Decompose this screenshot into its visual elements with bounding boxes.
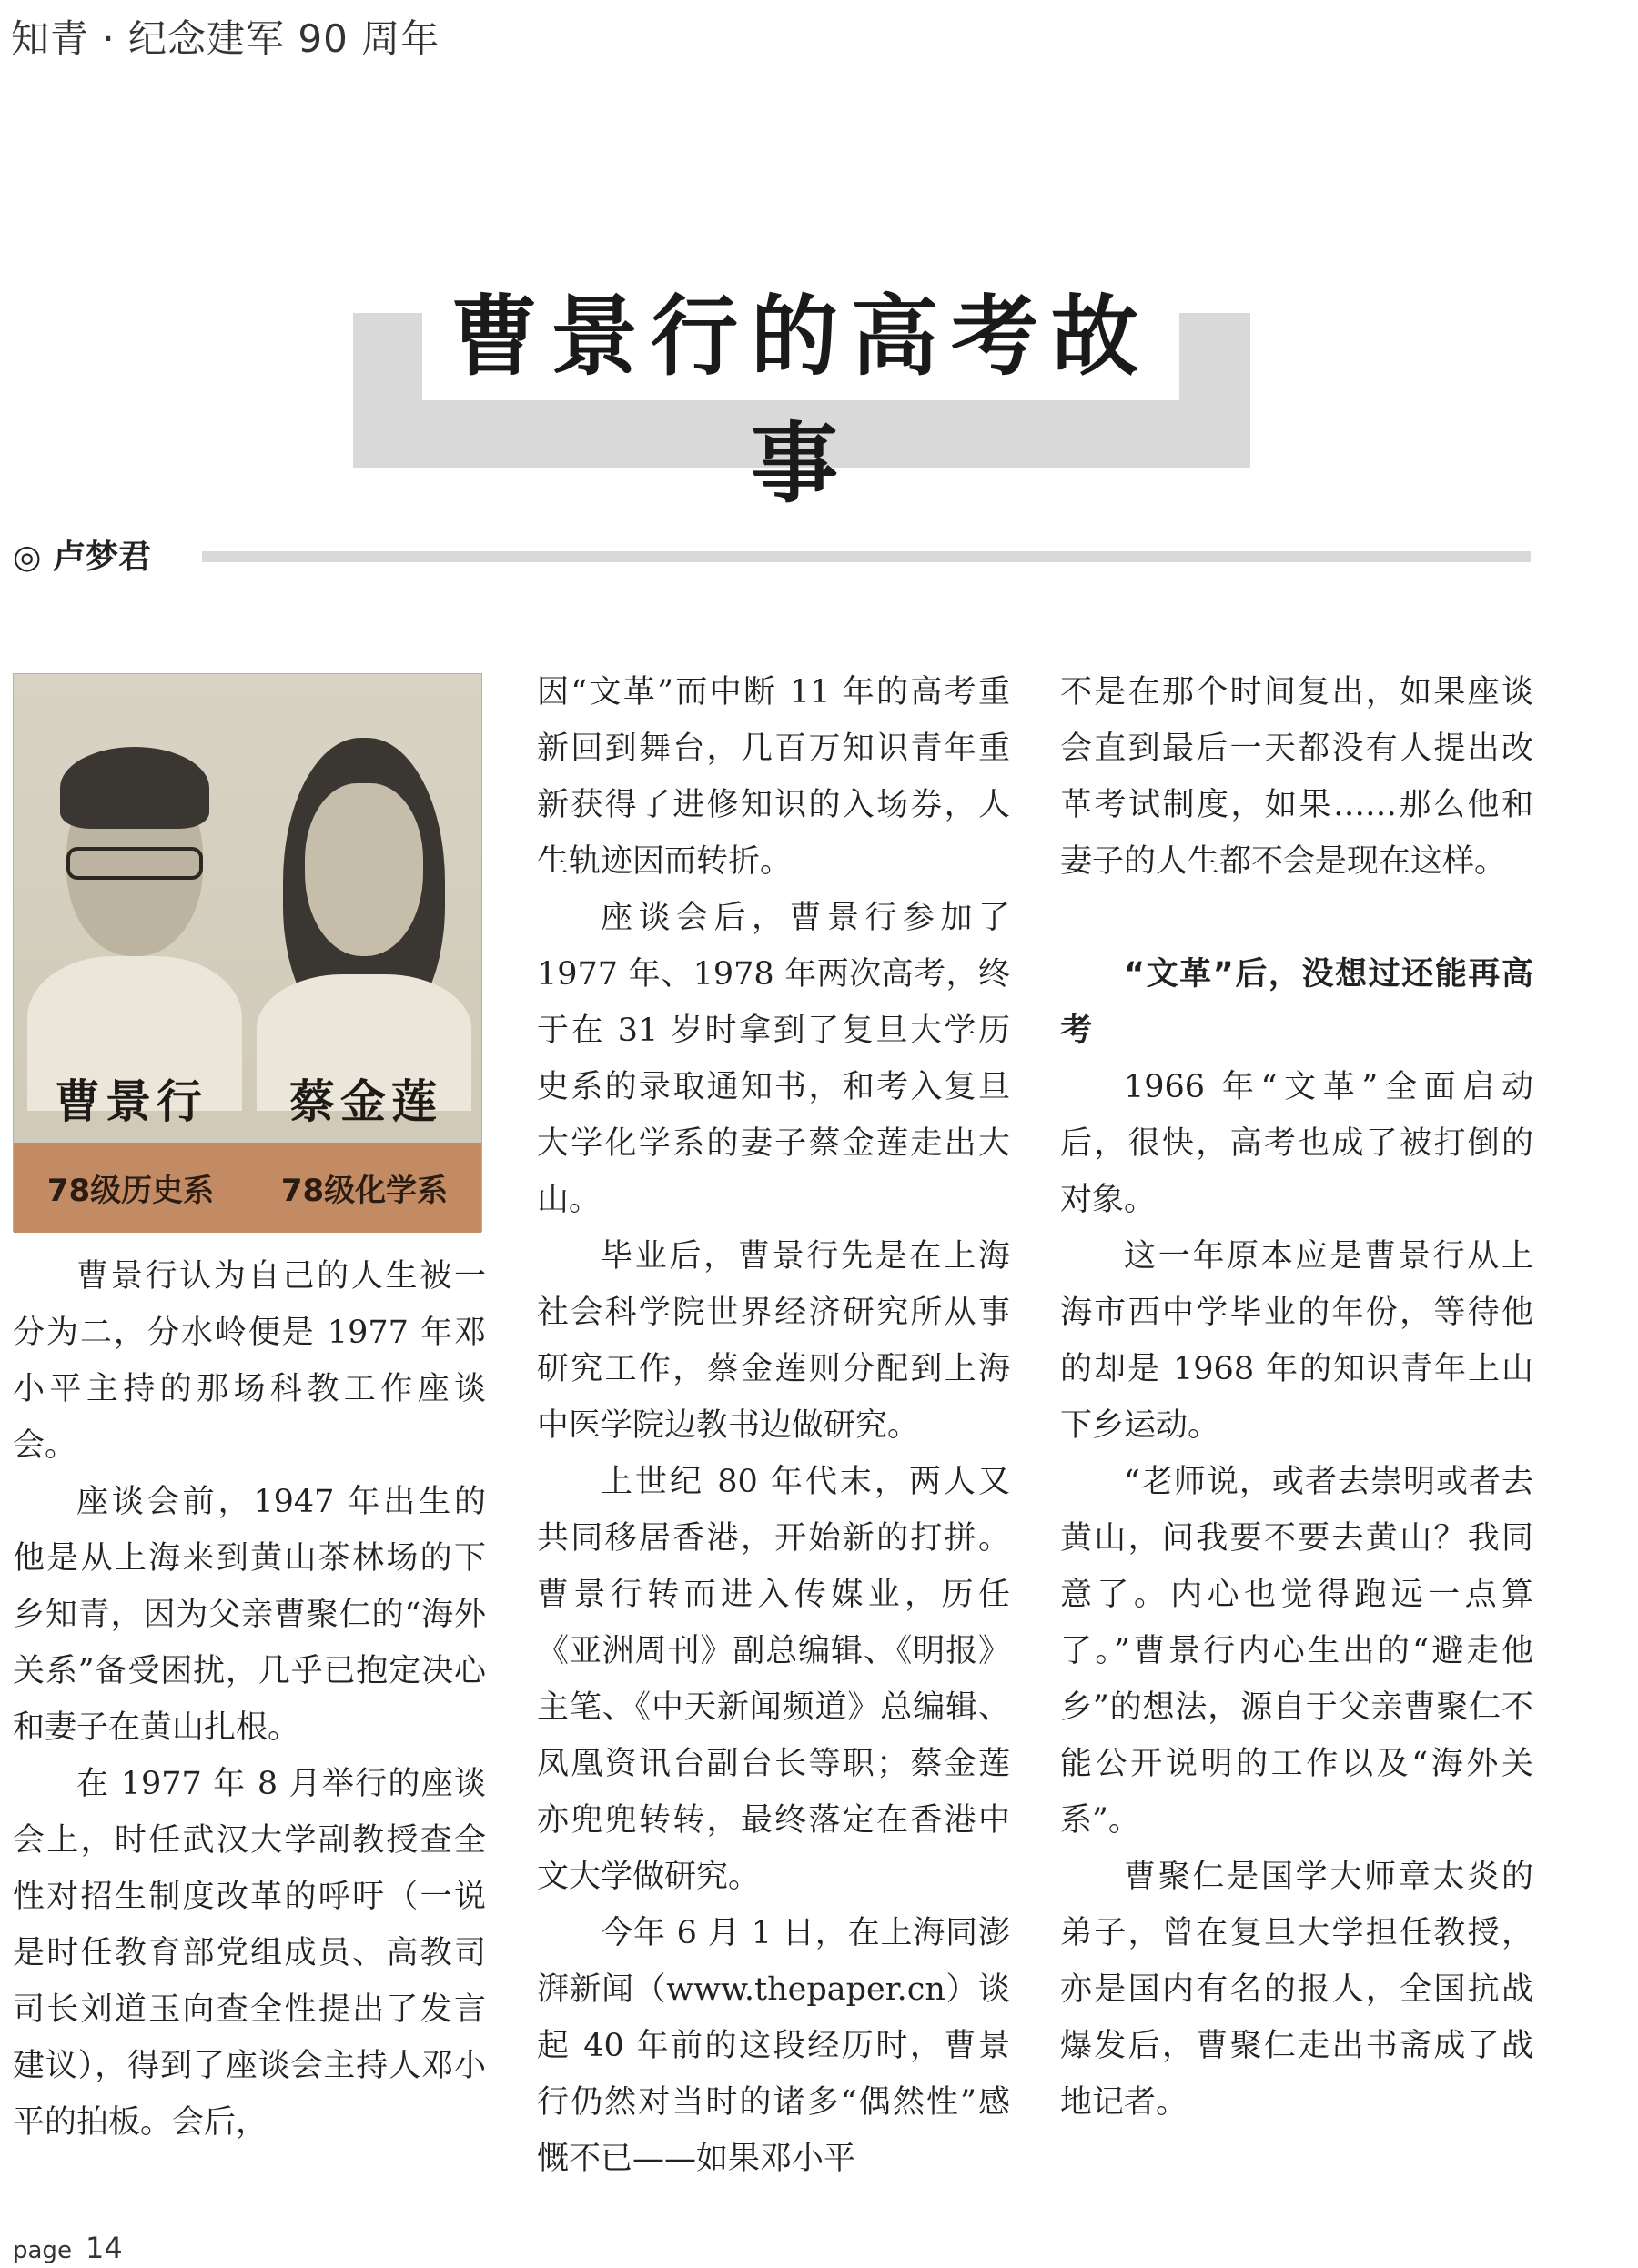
paragraph: 在 1977 年 8 月举行的座谈会上，时任武汉大学副教授查全性对招生制度改革的呼吁（一说是时任教育部党组成员、高教司司长刘道玉向查全性提出了发言建议），得到了座谈会主持人邓小平的拍板。会后， (13, 1766, 486, 2141)
section-subheading: “文革”后，没想过还能再高考 (1060, 956, 1533, 1049)
glasses-icon (66, 847, 203, 880)
paragraph: 曹景行认为自己的人生被一分为二，分水岭便是 1977 年邓小平主持的那场科教工作座谈会。 (13, 1258, 486, 1464)
paragraph: 1966 年“文革”全面启动后，很快，高考也成了被打倒的对象。 (1060, 1069, 1533, 1218)
article-title: 曹景行的高考故事 (450, 285, 1151, 515)
paragraph: 座谈会后，曹景行参加了 1977 年、1978 年两次高考，终于在 31 岁时拿到了复旦大学历史系的录取通知书，和考入复旦大学化学系的妻子蔡金莲走出大山。 (537, 900, 1010, 1218)
paragraph: 毕业后，曹景行先是在上海社会科学院世界经济研究所从事研究工作，蔡金莲则分配到上海中医学院边教书边做研究。 (537, 1238, 1010, 1444)
running-header: 知青 · 纪念建军 90 周年 (11, 16, 440, 61)
column-2 (537, 664, 1010, 2187)
photo-caption-band (14, 1143, 481, 1233)
portrait-man (23, 711, 247, 1111)
column-1 (13, 1248, 486, 2151)
paragraph: 座谈会前，1947 年出生的他是从上海来到黄山茶林场的下乡知青，因为父亲曹聚仁的“海外关系”备受困扰，几乎已抱定决心和妻子在黄山扎根。 (13, 1484, 486, 1746)
paragraph: 上世纪 80 年代末，两人又共同移居香港，开始新的打拼。曹景行转而进入传媒业，历任《亚洲周刊》副总编辑、《明报》主笔、《中天新闻频道》总编辑、凤凰资讯台副台长等职；蔡金莲亦兜兜转转，最终落定在香港中文大学做研究。 (537, 1464, 1010, 1895)
paragraph: 这一年原本应是曹景行从上海市西中学毕业的年份，等待他的却是 1968 年的知识青年上山下乡运动。 (1060, 1238, 1533, 1444)
portrait-woman (252, 711, 476, 1111)
page-footer (13, 2231, 123, 2265)
column-3 (1060, 664, 1533, 2131)
paragraph: 曹聚仁是国学大师章太炎的弟子，曾在复旦大学担任教授，亦是国内有名的报人，全国抗战爆发后，曹聚仁走出书斋成了战地记者。 (1060, 1859, 1533, 2121)
page-label: page (13, 2237, 72, 2264)
photo-name-left: 曹景行 (55, 1074, 207, 1128)
author-byline: ◎ 卢梦君 (13, 539, 151, 576)
page-number: 14 (86, 2231, 123, 2265)
photo-name-right: 蔡金莲 (289, 1074, 442, 1128)
photo-caption-left: 78级历史系 (46, 1173, 215, 1209)
paragraph: 今年 6 月 1 日，在上海同澎湃新闻（www.thepaper.cn）谈起 40 年前的这段经历时，曹景行仍然对当时的诸多“偶然性”感慨不已——如果邓小平 (537, 1915, 1010, 2177)
paragraph: “老师说，或者去崇明或者去黄山，问我要不要去黄山？我同意了。内心也觉得跑远一点算了。”曹景行内心生出的“避走他乡”的想法，源自于父亲曹聚仁不能公开说明的工作以及“海外关系”。 (1060, 1464, 1533, 1839)
couple-photo (13, 673, 482, 1232)
paragraph: 因“文革”而中断 11 年的高考重新回到舞台，几百万知识青年重新获得了进修知识的入场券，人生轨迹因而转折。 (537, 674, 1010, 880)
paragraph: 不是在那个时间复出，如果座谈会直到最后一天都没有人提出改革考试制度，如果……那么他和妻子的人生都不会是现在这样。 (1060, 674, 1533, 880)
byline-rule (202, 551, 1531, 562)
photo-caption-right: 78级化学系 (280, 1173, 449, 1209)
